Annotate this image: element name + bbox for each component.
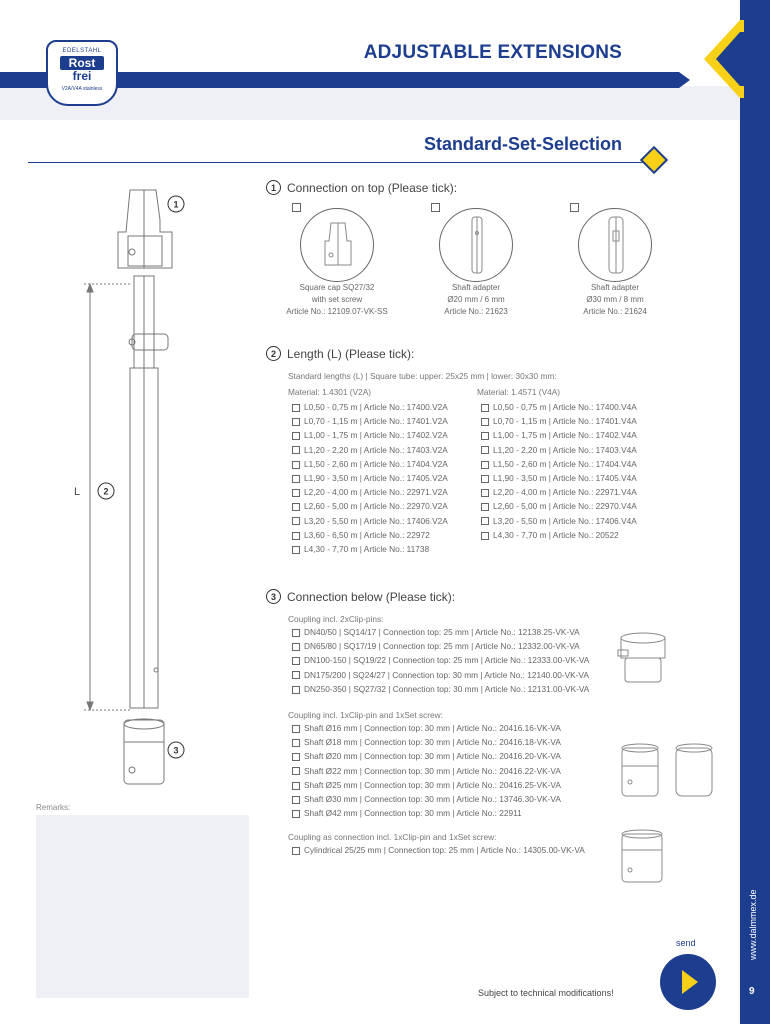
option-row[interactable] xyxy=(292,528,448,542)
checkbox[interactable] xyxy=(292,686,300,694)
rostfrei-logo: EDELSTAHL Rost frei V2A/V4A stainless xyxy=(46,40,118,106)
option-row[interactable] xyxy=(481,428,637,442)
option-row[interactable] xyxy=(292,485,448,499)
option-row[interactable] xyxy=(292,735,561,749)
step2-number: 2 xyxy=(266,346,281,361)
checkbox[interactable] xyxy=(292,475,300,483)
option-row[interactable] xyxy=(292,843,585,857)
checkbox[interactable] xyxy=(481,475,489,483)
option-label: L3,60 - 6,50 m | Article No.: 22972 xyxy=(304,529,430,540)
group2-title: Coupling incl. 1xClip-pin and 1xSet screw: xyxy=(288,710,443,720)
option-label: L0,70 - 1,15 m | Article No.: 17401.V2A xyxy=(304,416,448,427)
option-row[interactable] xyxy=(481,443,637,457)
set-screw-coupling-image-1 xyxy=(618,742,662,800)
option-row[interactable] xyxy=(481,400,637,414)
checkbox[interactable] xyxy=(292,418,300,426)
drawing-label-l: L xyxy=(74,486,81,498)
option-row[interactable] xyxy=(292,414,448,428)
option-row[interactable] xyxy=(292,400,448,414)
checkbox[interactable] xyxy=(292,643,300,651)
top-option-3-caption: Shaft adapter Ø30 mm / 8 mm Article No.: 21624 xyxy=(583,283,647,316)
cylindrical-coupling-list xyxy=(292,843,585,857)
cylindrical-coupling-image xyxy=(618,828,666,886)
option-label: L1,50 - 2,60 m | Article No.: 17404.V2A xyxy=(304,458,448,469)
option-label: L3,20 - 5,50 m | Article No.: 17406.V2A xyxy=(304,515,448,526)
option-row[interactable] xyxy=(292,778,561,792)
checkbox[interactable] xyxy=(292,739,300,747)
option-label: Shaft Ø30 mm | Connection top: 30 mm | Article No.: 13746.30-VK-VA xyxy=(304,794,561,805)
v2a-header: Material: 1.4301 (V2A) xyxy=(288,387,372,397)
checkbox[interactable] xyxy=(292,767,300,775)
set-screw-coupling-list xyxy=(292,721,561,820)
option-row[interactable] xyxy=(481,485,637,499)
option-label: L3,20 - 5,50 m | Article No.: 17406.V4A xyxy=(493,515,637,526)
option-label: Shaft Ø20 mm | Connection top: 30 mm | Article No.: 20416.20-VK-VA xyxy=(304,751,561,762)
option-label: DN100-150 | SQ19/22 | Connection top: 25 mm | Article No.: 12333.00-VK-VA xyxy=(304,655,590,666)
step3-number: 3 xyxy=(266,589,281,604)
option-label: L1,00 - 1,75 m | Article No.: 17402.V4A xyxy=(493,430,637,441)
top-option-2-checkbox[interactable] xyxy=(431,203,440,212)
v2a-length-list xyxy=(292,400,448,556)
option-row[interactable] xyxy=(292,749,561,763)
square-cap-image xyxy=(300,208,374,282)
checkbox[interactable] xyxy=(481,489,489,497)
option-label: L4,30 - 7,70 m | Article No.: 11738 xyxy=(304,544,430,555)
drawing-label-2: 2 xyxy=(103,486,109,497)
checkbox[interactable] xyxy=(292,671,300,679)
checkbox[interactable] xyxy=(481,503,489,511)
option-label: L1,20 - 2,20 m | Article No.: 17403.V4A xyxy=(493,444,637,455)
option-row[interactable] xyxy=(481,499,637,513)
option-row[interactable] xyxy=(292,542,448,556)
v4a-header: Material: 1.4571 (V4A) xyxy=(477,387,561,397)
option-row[interactable] xyxy=(481,457,637,471)
option-label: L1,00 - 1,75 m | Article No.: 17402.V2A xyxy=(304,430,448,441)
checkbox[interactable] xyxy=(292,657,300,665)
step3-heading xyxy=(266,589,455,604)
option-label: DN175/200 | SQ24/27 | Connection top: 30 mm | Article No.: 12140.00-VK-VA xyxy=(304,669,589,680)
option-row[interactable] xyxy=(292,639,589,653)
checkbox[interactable] xyxy=(481,446,489,454)
checkbox[interactable] xyxy=(292,461,300,469)
option-row[interactable] xyxy=(292,471,448,485)
shaft-adapter-30-image xyxy=(578,208,652,282)
option-label: L1,90 - 3,50 m | Article No.: 17405.V2A xyxy=(304,473,448,484)
option-row[interactable] xyxy=(292,668,589,682)
play-arrow-icon xyxy=(660,954,716,1010)
checkbox[interactable] xyxy=(292,432,300,440)
checkbox[interactable] xyxy=(292,847,300,855)
option-label: L1,50 - 2,60 m | Article No.: 17404.V4A xyxy=(493,458,637,469)
option-row[interactable] xyxy=(292,457,448,471)
checkbox[interactable] xyxy=(292,753,300,761)
option-label: L0,50 - 0,75 m | Article No.: 17400.V4A xyxy=(493,402,637,412)
option-row[interactable] xyxy=(292,806,561,820)
option-label: L2,60 - 5,00 m | Article No.: 22970.V4A xyxy=(493,501,637,512)
checkbox[interactable] xyxy=(481,517,489,525)
option-row[interactable] xyxy=(292,499,448,513)
checkbox[interactable] xyxy=(481,432,489,440)
option-label: Shaft Ø25 mm | Connection top: 30 mm | Article No.: 20416.25-VK-VA xyxy=(304,779,561,790)
option-row[interactable] xyxy=(292,428,448,442)
title-underline xyxy=(28,162,654,163)
checkbox[interactable] xyxy=(292,782,300,790)
checkbox[interactable] xyxy=(292,517,300,525)
checkbox[interactable] xyxy=(481,532,489,540)
step2-title: Length (L) (Please tick): xyxy=(287,346,415,361)
page-number: 9 xyxy=(749,986,755,997)
yellow-chevron-icon xyxy=(700,20,744,98)
option-row[interactable] xyxy=(292,721,561,735)
option-label: Shaft Ø16 mm | Connection top: 30 mm | Article No.: 20416.16-VK-VA xyxy=(304,723,561,733)
drawing-label-3: 3 xyxy=(173,745,179,756)
section-title: Standard-Set-Selection xyxy=(423,134,622,154)
top-option-2-caption: Shaft adapter Ø20 mm / 6 mm Article No.: 21623 xyxy=(444,283,508,316)
top-option-1-caption: Square cap SQ27/32 with set screw Article No.: 12109.07-VK-SS xyxy=(286,283,388,316)
website-url: www.dalmmex.de xyxy=(748,889,758,960)
footer-note: Subject to technical modifications! xyxy=(478,988,614,998)
group1-title: Coupling incl. 2xClip-pins: xyxy=(288,614,384,624)
extension-drawing xyxy=(60,180,260,800)
option-row[interactable] xyxy=(292,792,561,806)
group3-title: Coupling as connection incl. 1xClip-pin and 1xSet screw: xyxy=(288,832,497,842)
option-label: L1,20 - 2,20 m | Article No.: 17403.V2A xyxy=(304,444,448,455)
step1-title: Connection on top (Please tick): xyxy=(287,180,458,195)
checkbox[interactable] xyxy=(292,404,300,412)
option-row[interactable] xyxy=(292,443,448,457)
page-title: ADJUSTABLE EXTENSIONS xyxy=(363,42,622,63)
remarks-input[interactable] xyxy=(36,815,249,998)
length-note: Standard lengths (L) | Square tube: upper: 25x25 mm | lower: 30x30 mm: xyxy=(288,371,557,381)
checkbox[interactable] xyxy=(292,532,300,540)
option-label: L2,20 - 4,00 m | Article No.: 22971.V4A xyxy=(493,487,637,498)
option-label: DN65/80 | SQ17/19 | Connection top: 25 mm | Article No.: 12332.00-VK-VA xyxy=(304,641,580,652)
checkbox[interactable] xyxy=(292,546,300,554)
set-screw-coupling-image-2 xyxy=(672,742,716,800)
option-label: Cylindrical 25/25 mm | Connection top: 25 mm | Article No.: 14305.00-VK-VA xyxy=(304,845,585,855)
step3-title: Connection below (Please tick): xyxy=(287,589,456,604)
option-label: L0,70 - 1,15 m | Article No.: 17401.V4A xyxy=(493,416,637,427)
option-label: L0,50 - 0,75 m | Article No.: 17400.V2A xyxy=(304,402,448,412)
option-row[interactable] xyxy=(481,514,637,528)
v4a-length-list xyxy=(481,400,637,542)
checkbox[interactable] xyxy=(292,796,300,804)
top-option-3-checkbox[interactable] xyxy=(570,203,579,212)
side-strip xyxy=(740,0,770,1024)
option-row[interactable] xyxy=(481,471,637,485)
option-row[interactable] xyxy=(292,625,589,639)
option-label: Shaft Ø18 mm | Connection top: 30 mm | Article No.: 20416.18-VK-VA xyxy=(304,737,561,748)
option-label: DN40/50 | SQ14/17 | Connection top: 25 mm | Article No.: 12138.25-VK-VA xyxy=(304,627,580,637)
step1-heading xyxy=(266,180,457,195)
checkbox[interactable] xyxy=(481,418,489,426)
option-row[interactable] xyxy=(292,653,589,667)
drawing-label-1: 1 xyxy=(173,199,179,210)
checkbox[interactable] xyxy=(481,461,489,469)
option-label: Shaft Ø22 mm | Connection top: 30 mm | Article No.: 20416.22-VK-VA xyxy=(304,765,561,776)
clip-pin-coupling-list xyxy=(292,625,589,696)
step2-heading xyxy=(266,346,414,361)
send-button[interactable] xyxy=(660,954,716,1010)
option-label: L2,20 - 4,00 m | Article No.: 22971.V2A xyxy=(304,487,448,498)
checkbox[interactable] xyxy=(292,810,300,818)
checkbox[interactable] xyxy=(292,503,300,511)
diamond-icon xyxy=(640,146,668,174)
option-label: L2,60 - 5,00 m | Article No.: 22970.V2A xyxy=(304,501,448,512)
step1-number: 1 xyxy=(266,180,281,195)
shaft-adapter-20-image xyxy=(439,208,513,282)
checkbox[interactable] xyxy=(292,725,300,733)
checkbox[interactable] xyxy=(481,404,489,412)
send-label: send xyxy=(676,938,696,948)
option-label: DN250-350 | SQ27/32 | Connection top: 30 mm | Article No.: 12131.00-VK-VA xyxy=(304,683,590,694)
checkbox[interactable] xyxy=(292,629,300,637)
checkbox[interactable] xyxy=(292,489,300,497)
remarks-label: Remarks: xyxy=(36,803,71,812)
option-row[interactable] xyxy=(481,528,637,542)
option-row[interactable] xyxy=(292,764,561,778)
option-label: L4,30 - 7,70 m | Article No.: 20522 xyxy=(493,529,619,540)
option-row[interactable] xyxy=(292,514,448,528)
clip-pin-coupling-image xyxy=(616,630,670,690)
option-row[interactable] xyxy=(292,682,589,696)
checkbox[interactable] xyxy=(292,446,300,454)
option-row[interactable] xyxy=(481,414,637,428)
top-option-1-checkbox[interactable] xyxy=(292,203,301,212)
option-label: L1,90 - 3,50 m | Article No.: 17405.V4A xyxy=(493,473,637,484)
option-label: Shaft Ø42 mm | Connection top: 30 mm | Article No.: 22911 xyxy=(304,808,522,819)
